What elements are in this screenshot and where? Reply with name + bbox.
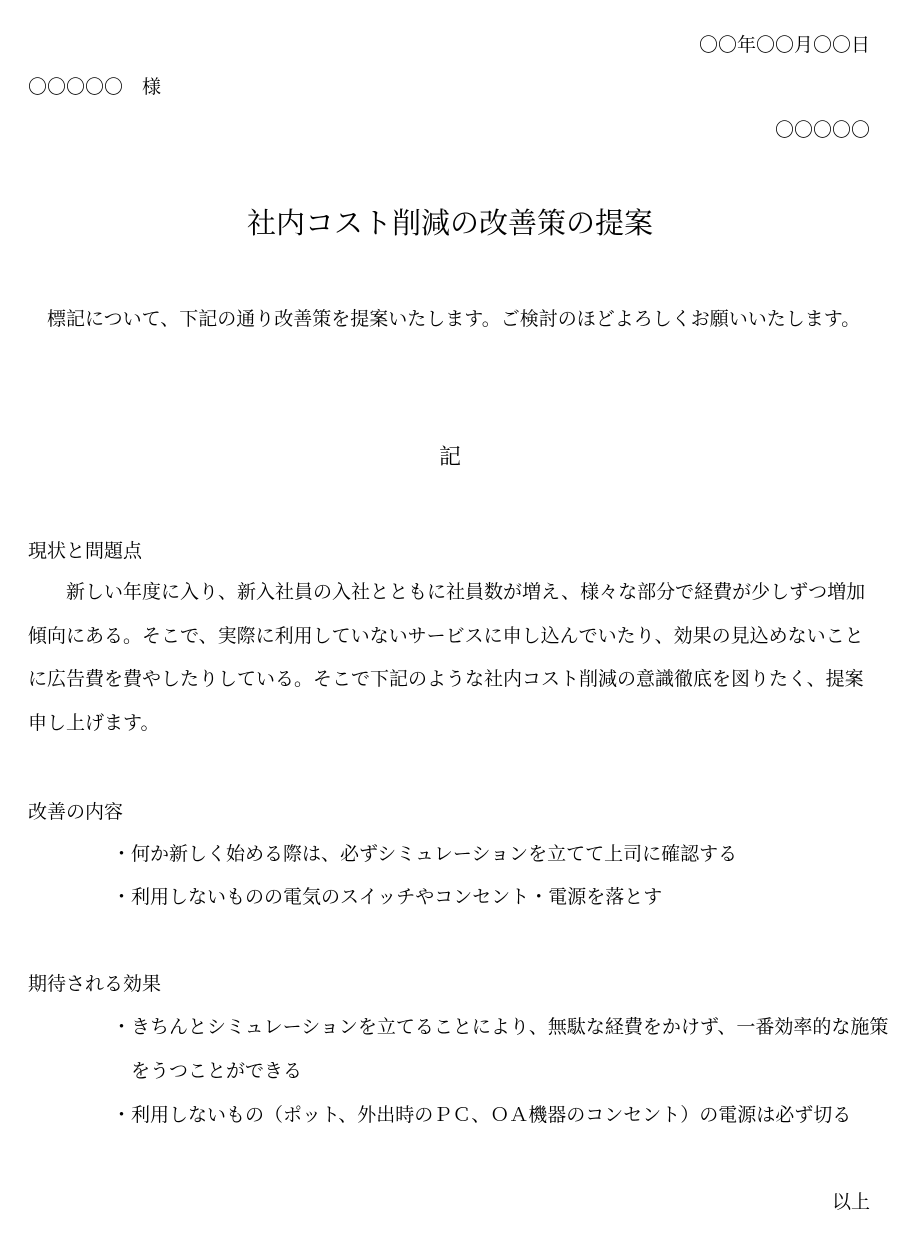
document-title: 社内コスト削減の改善策の提案	[246, 206, 653, 240]
recipient: 〇〇〇〇〇 様	[28, 76, 162, 98]
closing: 以上	[831, 1191, 870, 1213]
section-heading-effects: 期待される効果	[28, 973, 162, 995]
intro-paragraph: 標記について、下記の通り改善策を提案いたします。ご検討のほどよろしくお願いいたします。	[28, 308, 861, 330]
sender: 〇〇〇〇〇	[774, 119, 870, 141]
section-heading-improvement: 改善の内容	[28, 801, 124, 823]
section-body-current: 新しい年度に入り、新入社員の入社とともに社員数が増え、様々な部分で経費が少しずつ増加傾向にある。そこで、実際に利用していないサービスに申し込んでいたり、効果の見込めないことに広告費を費やしたりしている。そこで下記のような社内コスト削減の意識徹底を図りたく、提案申し上げます。	[28, 581, 866, 734]
improvement-item: ・何か新しく始める際は、必ずシミュレーションを立てて上司に確認する	[112, 843, 738, 865]
section-heading-current: 現状と問題点	[28, 540, 143, 562]
ki-marker: 記	[438, 445, 461, 470]
improvement-item: ・利用しないものの電気のスイッチやコンセント・電源を落とす	[112, 886, 663, 908]
effect-item: ・きちんとシミュレーションを立てることにより、無駄な経費をかけず、一番効率的な施策をうつことができる	[112, 1016, 889, 1082]
date: 〇〇年〇〇月〇〇日	[698, 34, 870, 56]
effect-item: ・利用しないもの（ポット、外出時のＰＣ、ＯＡ機器のコンセント）の電源は必ず切る	[112, 1104, 852, 1126]
